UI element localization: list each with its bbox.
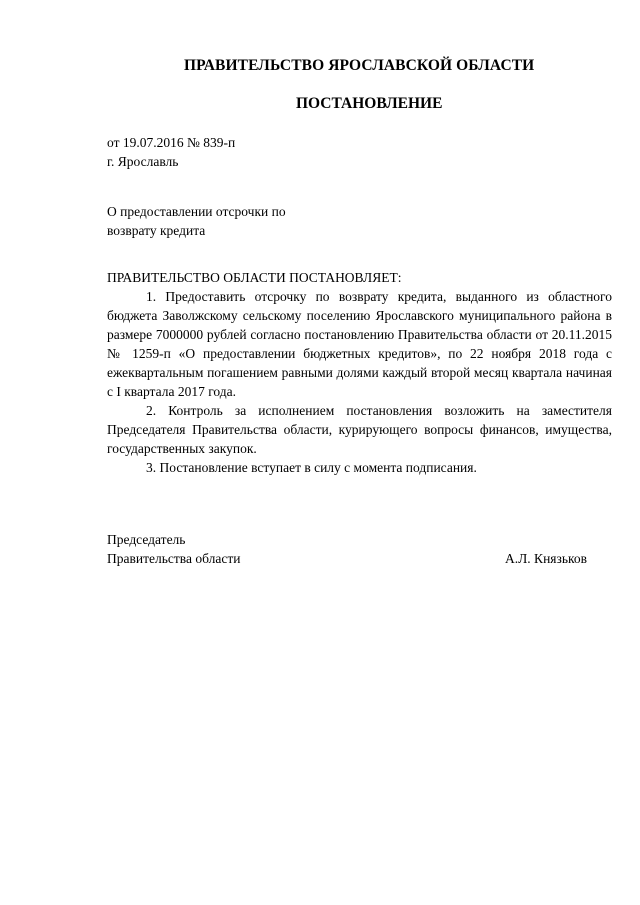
city-line: г. Ярославль xyxy=(107,154,179,169)
document-subject xyxy=(107,202,286,240)
document-body xyxy=(107,268,612,477)
document-meta xyxy=(107,133,235,171)
signature-block xyxy=(107,530,587,568)
document-type-heading: ПОСТАНОВЛЕНИЕ xyxy=(296,95,443,112)
resolution-heading: ПРАВИТЕЛЬСТВО ОБЛАСТИ ПОСТАНОВЛЯЕТ: xyxy=(107,270,402,285)
paragraph-1: 1. Предоставить отсрочку по возврату кредита, выданного из областного бюджета Заволжскому сельскому поселению Ярославского муниципального района в размере 7000000 рублей согласно постановлению Правительства области от 20.11.2015 № 1259-п «О предоставлении бюджетных кредитов», по 22 ноября 2018 года с ежеквартальным погашением равными долями каждый второй месяц квартала начиная с I квартала 2017 года. xyxy=(107,289,612,399)
date-number-line: от 19.07.2016 № 839-п xyxy=(107,135,236,150)
signatory-position-line-1: Председатель xyxy=(107,532,186,547)
signature-row xyxy=(107,549,587,568)
subject-line-1: О предоставлении отсрочки по xyxy=(107,204,286,219)
signatory-position-line-2: Правительства области xyxy=(107,551,241,566)
paragraph-2: 2. Контроль за исполнением постановления возложить на заместителя Председателя Правительства области, курирующего вопросы финансов, имущества, государственных закупок. xyxy=(107,403,612,456)
signatory-name: А.Л. Князьков xyxy=(505,551,587,566)
organization-title: ПРАВИТЕЛЬСТВО ЯРОСЛАВСКОЙ ОБЛАСТИ xyxy=(184,57,535,74)
paragraph-3: 3. Постановление вступает в силу с момента подписания. xyxy=(146,460,477,475)
subject-line-2: возврату кредита xyxy=(107,223,206,238)
